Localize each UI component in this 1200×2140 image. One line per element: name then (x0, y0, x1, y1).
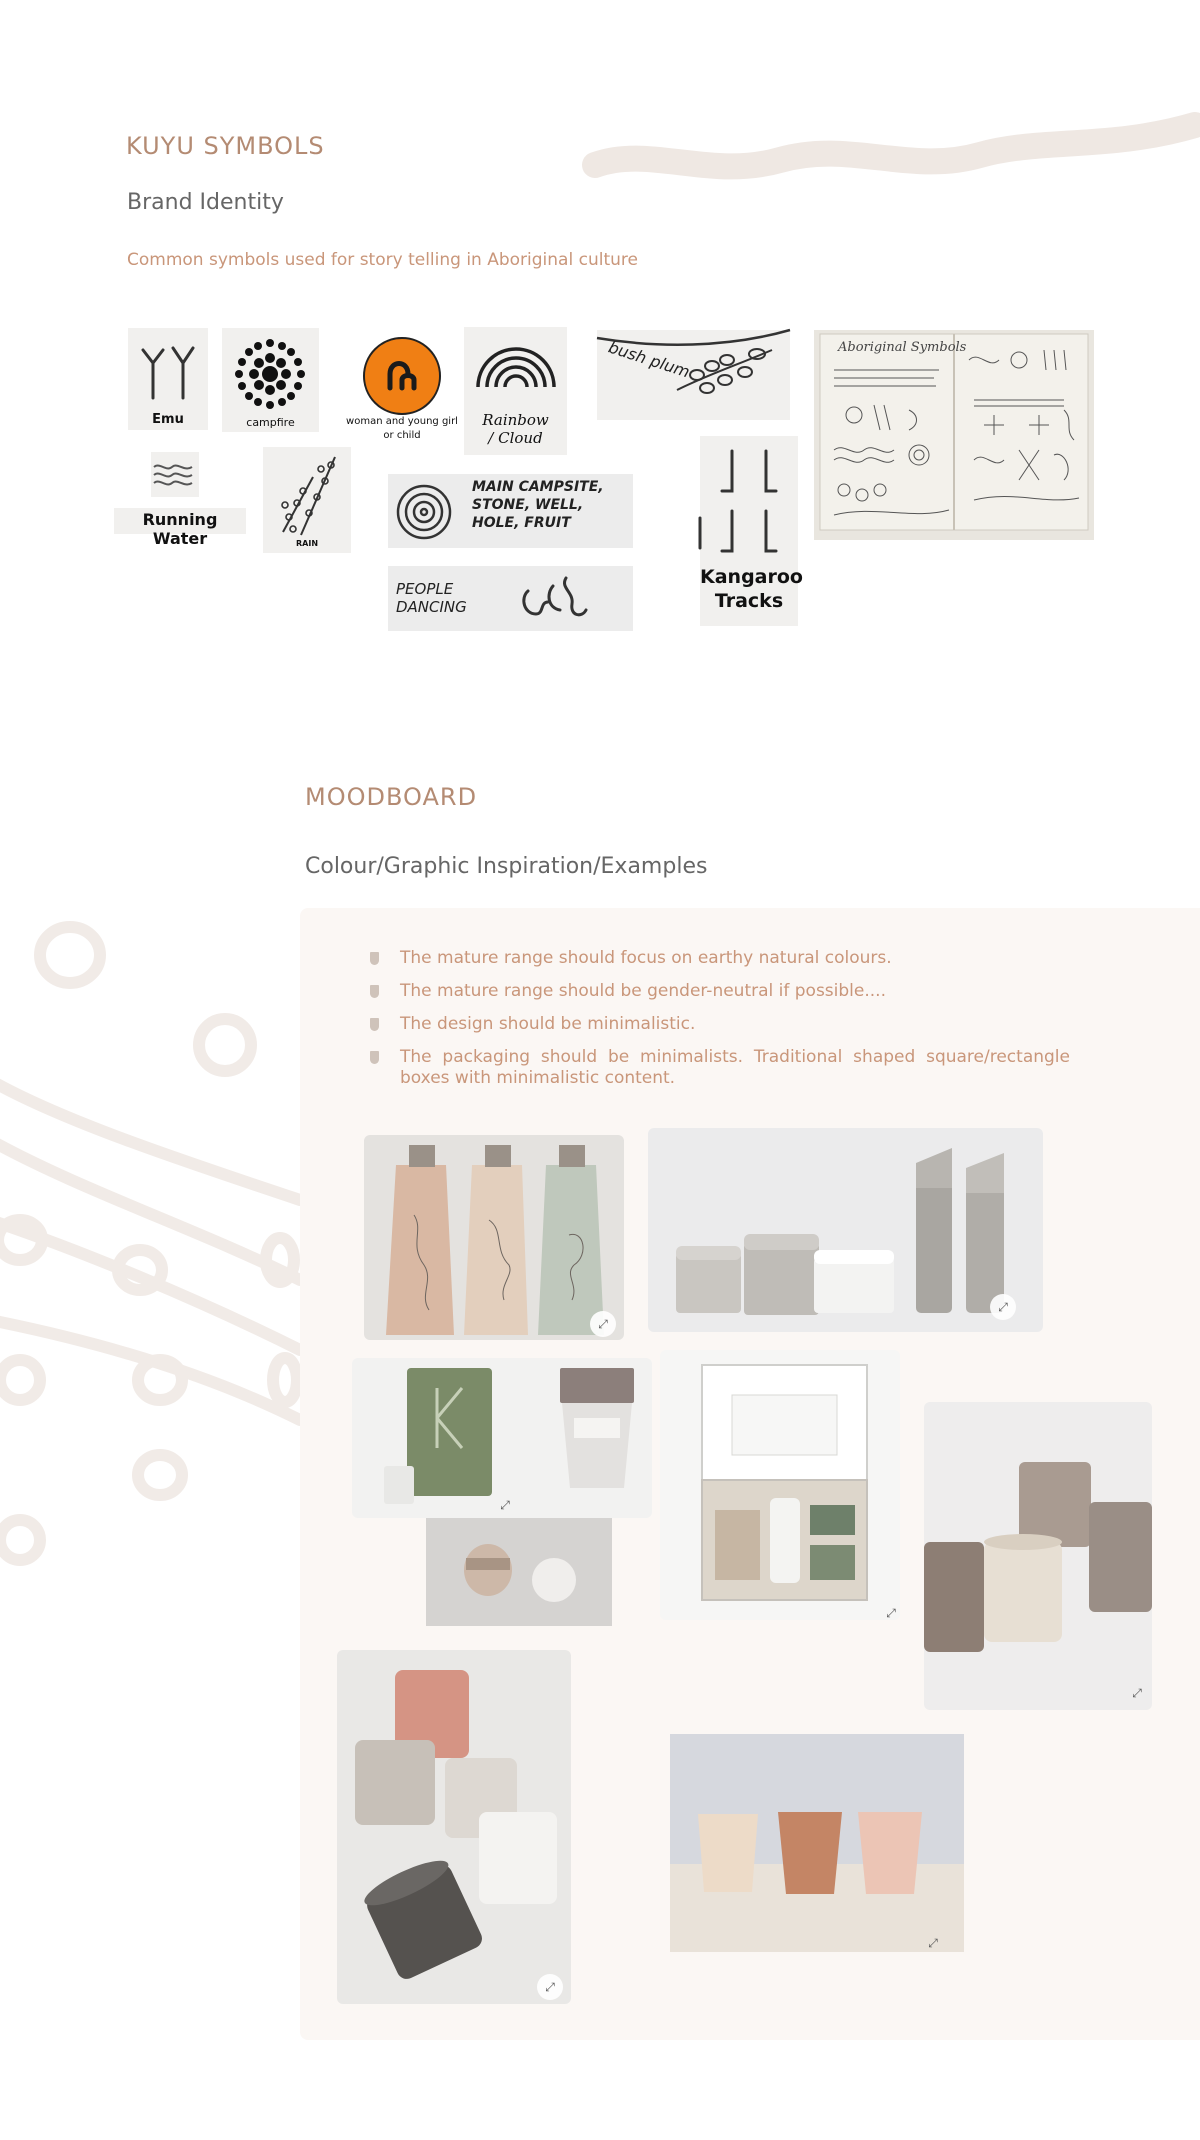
campsite-label-line3: HOLE, FRUIT (472, 515, 571, 531)
bullet-marker-icon (370, 1051, 379, 1064)
expand-icon[interactable]: ⤢ (990, 1294, 1016, 1320)
bullet-item (370, 1047, 1070, 1089)
campsite-label-line2: STONE, WELL, (472, 497, 584, 513)
campsite-label (472, 478, 604, 532)
dancing-label (396, 580, 467, 616)
book-title: Aboriginal Symbols (838, 340, 967, 355)
symbol-tile-kangaroo-tracks (700, 436, 803, 626)
woman-label-line2: or child (383, 430, 421, 441)
cream-tubes-illustration (364, 1135, 624, 1340)
brush-stroke-decoration (590, 105, 1200, 195)
section-title-moodboard: MOODBOARD (305, 783, 478, 811)
photo-jars-bottles[interactable] (648, 1128, 1043, 1332)
symbol-book-illustration (814, 330, 1094, 540)
symbol-tile-rain (263, 447, 351, 553)
bullet-item (370, 948, 1070, 969)
campsite-label-line1: MAIN CAMPSITE, (472, 479, 604, 495)
photo-ceramic-cups[interactable] (924, 1402, 1152, 1710)
expand-icon[interactable]: ⤢ (886, 1606, 896, 1620)
rain-label: RAIN (295, 539, 319, 548)
bullet-marker-icon (370, 985, 379, 998)
candles-illustration (337, 1650, 571, 2004)
photo-three-cups[interactable] (670, 1734, 964, 1952)
symbol-tile-bush-plum (597, 330, 790, 420)
rainbow-label-line2: / Cloud (488, 429, 543, 447)
photo-small-sticks[interactable] (426, 1518, 612, 1626)
symbol-tile-book (814, 330, 1094, 540)
bullet-marker-icon (370, 1018, 379, 1031)
running-water-label: Running Water (142, 510, 218, 548)
section-title-kuyu-symbols: KUYU SYMBOLS (126, 132, 325, 160)
bullet-item (370, 1014, 1070, 1035)
emu-label: Emu (152, 412, 184, 427)
symbol-tile-main-campsite (388, 474, 633, 548)
symbol-tile-emu (128, 328, 208, 430)
expand-icon[interactable]: ⤢ (928, 1936, 938, 1950)
symbol-tile-rainbow-cloud (464, 327, 567, 455)
three-cups-illustration (670, 1734, 964, 1952)
symbol-tile-campfire (222, 328, 319, 432)
section-subtitle-brand-identity: Brand Identity (127, 190, 284, 215)
section-description: Common symbols used for story telling in Aboriginal culture (127, 250, 638, 270)
bullet-text: The mature range should be gender-neutral if possible.... (400, 981, 886, 1001)
section-subtitle-inspiration: Colour/Graphic Inspiration/Examples (305, 854, 708, 879)
kangaroo-label-line2: Tracks (714, 590, 784, 612)
ceramic-cups-illustration (924, 1402, 1152, 1710)
small-sticks-illustration (426, 1518, 612, 1626)
jars-bottles-illustration (648, 1128, 1043, 1332)
campfire-label: campfire (246, 416, 295, 429)
bullet-text: The packaging should be minimalists. Traditional shaped square/rectangle boxes with minimalistic content. (400, 1047, 1070, 1088)
bullet-item (370, 981, 1070, 1002)
bullet-text: The design should be minimalistic. (400, 1014, 696, 1034)
photo-green-pouch[interactable] (352, 1358, 652, 1518)
symbol-tile-woman-child (346, 330, 458, 446)
gift-box-illustration (660, 1350, 900, 1620)
rainbow-label-line1: Rainbow (482, 411, 549, 429)
symbol-tile-people-dancing (388, 566, 633, 631)
aboriginal-pattern-decoration (0, 900, 300, 1600)
dancing-label-line2: DANCING (396, 598, 467, 616)
rain-icon (263, 447, 351, 553)
expand-icon[interactable]: ⤢ (1132, 1686, 1142, 1700)
expand-icon[interactable]: ⤢ (590, 1311, 616, 1337)
photo-gift-box[interactable] (660, 1350, 900, 1620)
photo-candles[interactable] (337, 1650, 571, 2004)
woman-label-line1: woman and young girl (346, 416, 458, 427)
photo-cream-tubes[interactable] (364, 1135, 624, 1340)
moodboard-bullet-list (370, 948, 1070, 1101)
expand-icon[interactable]: ⤢ (500, 1498, 510, 1512)
dancing-label-line1: PEOPLE (396, 580, 454, 598)
kangaroo-label-line1: Kangaroo (700, 566, 803, 588)
bullet-marker-icon (370, 952, 379, 965)
woman-child-icon (346, 330, 458, 446)
bush-plum-label: bush plum (606, 337, 693, 382)
symbol-tile-running-water (114, 452, 246, 548)
expand-icon[interactable]: ⤢ (537, 1974, 563, 2000)
bullet-text: The mature range should focus on earthy natural colours. (400, 948, 892, 968)
